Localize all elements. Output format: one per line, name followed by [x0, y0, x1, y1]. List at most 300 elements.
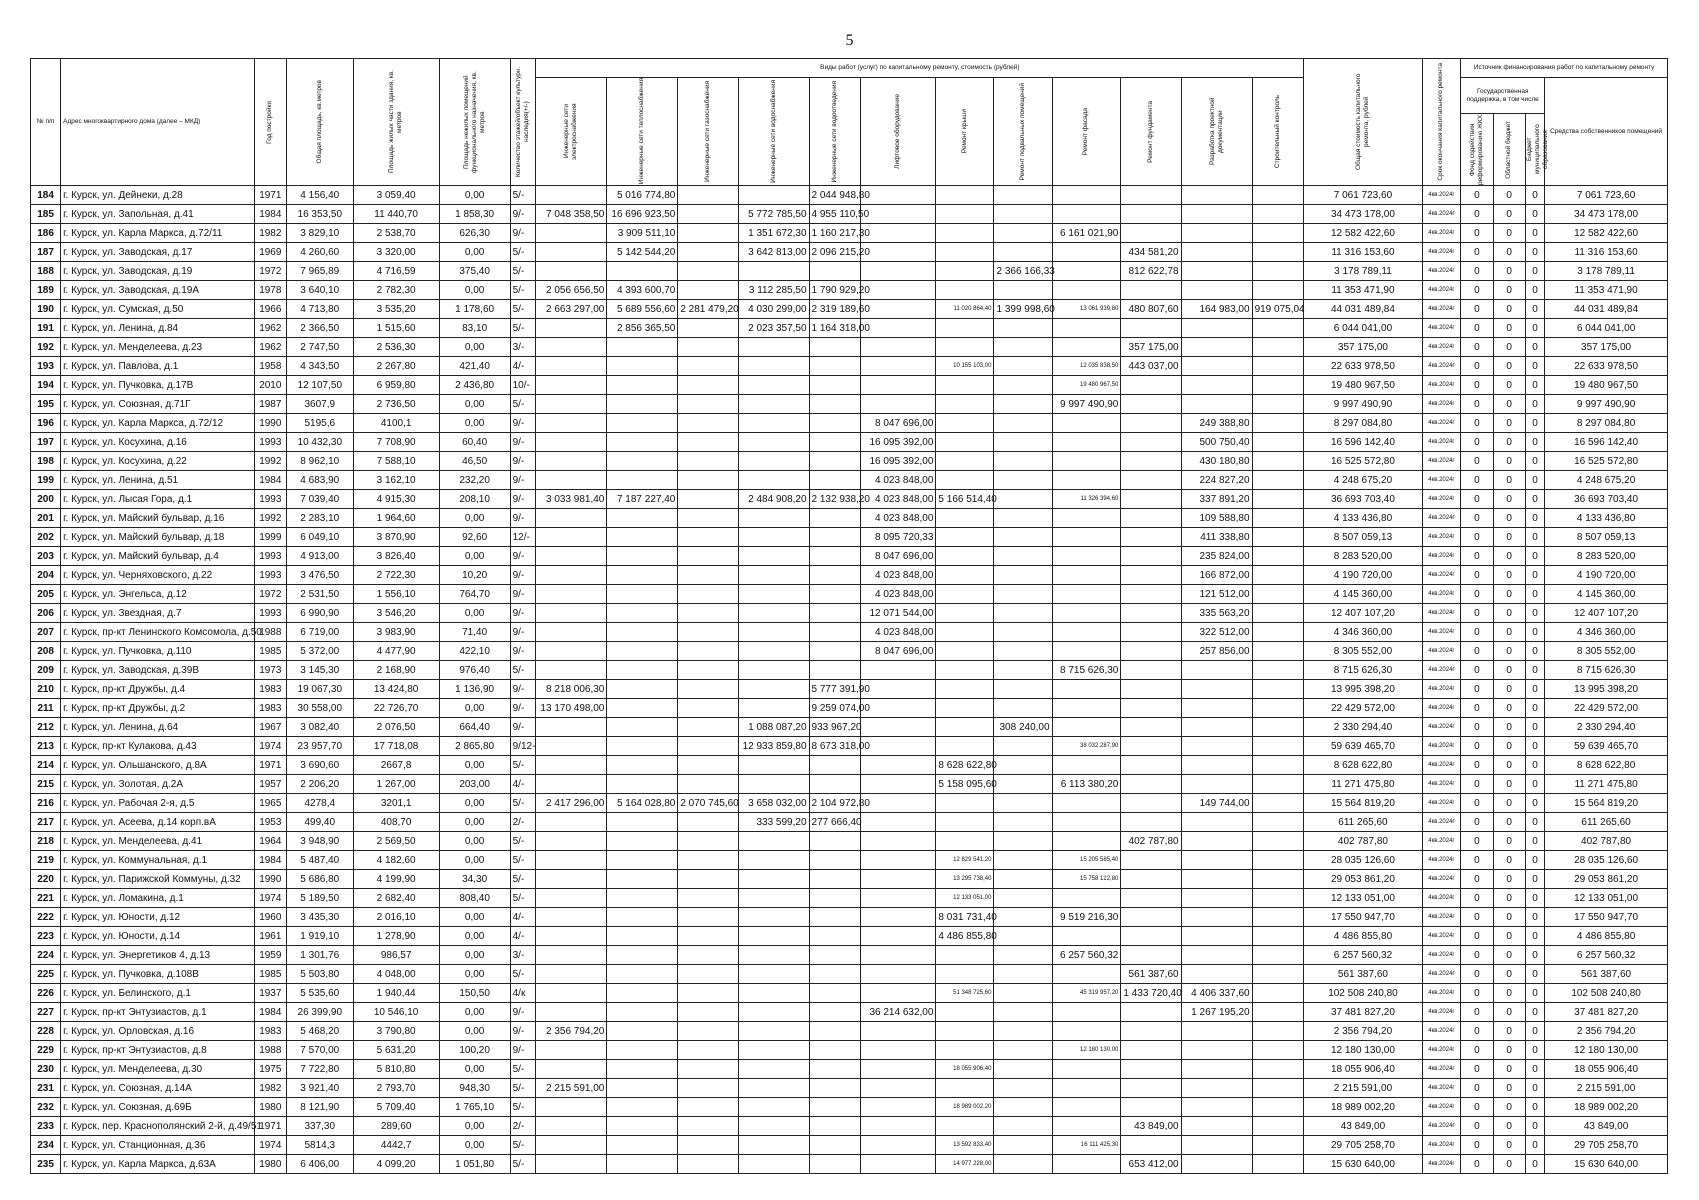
- row-work-cost: 249 388,80: [1181, 414, 1252, 433]
- row-work-cost: [1052, 756, 1121, 775]
- row-municipal: 0: [1525, 889, 1544, 908]
- row-floors: 9/-: [510, 566, 536, 585]
- row-municipal: 0: [1525, 300, 1544, 319]
- row-work-cost: [936, 718, 994, 737]
- row-work-cost: 13 592 833,40: [936, 1136, 994, 1155]
- row-work-cost: [1121, 376, 1181, 395]
- row-living-area: 3 535,20: [353, 300, 439, 319]
- row-total-cost: 12 133 051,00: [1304, 889, 1422, 908]
- table-row: [31, 965, 1668, 984]
- row-year: 1971: [254, 756, 286, 775]
- row-work-cost: [861, 338, 936, 357]
- row-nonres-area: 203,00: [439, 775, 510, 794]
- row-work-cost: [994, 1155, 1052, 1174]
- row-work-cost: [1252, 680, 1304, 699]
- row-year: 1982: [254, 1079, 286, 1098]
- repair-table-container: [30, 58, 1668, 1174]
- row-owners: 8 507 059,13: [1545, 528, 1668, 547]
- row-total-area: 2 747,50: [286, 338, 353, 357]
- table-row: [31, 395, 1668, 414]
- row-total-area: 16 353,50: [286, 205, 353, 224]
- row-living-area: 2 076,50: [353, 718, 439, 737]
- row-work-cost: 2 417 296,00: [536, 794, 607, 813]
- row-work-cost: [738, 1079, 809, 1098]
- row-total-cost: 12 582 422,60: [1304, 224, 1422, 243]
- row-total-area: 5 189,50: [286, 889, 353, 908]
- row-work-cost: [1121, 395, 1181, 414]
- row-deadline: 4кв.2024г: [1422, 395, 1461, 414]
- row-year: 1965: [254, 794, 286, 813]
- row-work-cost: [861, 1155, 936, 1174]
- row-work-cost: [536, 832, 607, 851]
- row-living-area: 3 983,90: [353, 623, 439, 642]
- row-living-area: 3 546,20: [353, 604, 439, 623]
- row-work-cost: [678, 680, 738, 699]
- row-work-cost: [678, 509, 738, 528]
- row-work-cost: [678, 414, 738, 433]
- row-work-cost: [1181, 376, 1252, 395]
- header-state-support: Государственная поддержка, в том числе: [1461, 78, 1545, 114]
- row-work-cost: [1252, 851, 1304, 870]
- row-work-cost: [1181, 338, 1252, 357]
- row-fund: 0: [1461, 566, 1493, 585]
- row-work-cost: [861, 1117, 936, 1136]
- row-work-cost: [607, 585, 678, 604]
- row-year: 1993: [254, 433, 286, 452]
- row-work-cost: [738, 680, 809, 699]
- row-floors: 9/-: [510, 452, 536, 471]
- row-year: 1971: [254, 186, 286, 205]
- row-work-cost: [936, 794, 994, 813]
- row-work-cost: [1121, 889, 1181, 908]
- row-work-cost: 919 075,04: [1252, 300, 1304, 319]
- row-deadline: 4кв.2024г: [1422, 965, 1461, 984]
- row-work-cost: [1252, 1003, 1304, 1022]
- row-work-cost: [1052, 338, 1121, 357]
- row-total-cost: 15 564 819,20: [1304, 794, 1422, 813]
- row-nonres-area: 0,00: [439, 338, 510, 357]
- row-address: г. Курск, ул. Карла Маркса, д.72/11: [61, 224, 255, 243]
- row-work-cost: [536, 509, 607, 528]
- row-living-area: 1 940,44: [353, 984, 439, 1003]
- row-work-cost: 357 175,00: [1121, 338, 1181, 357]
- row-work-cost: [994, 357, 1052, 376]
- row-regional: 0: [1493, 1155, 1525, 1174]
- row-floors: 3/-: [510, 338, 536, 357]
- row-work-cost: 4 023 848,00: [861, 490, 936, 509]
- row-total-area: 6 719,00: [286, 623, 353, 642]
- row-work-cost: [809, 395, 861, 414]
- row-work-cost: [1052, 414, 1121, 433]
- row-work-cost: [678, 661, 738, 680]
- row-regional: 0: [1493, 186, 1525, 205]
- row-work-cost: [536, 376, 607, 395]
- row-number: 187: [31, 243, 61, 262]
- row-work-cost: 9 259 074,00: [809, 699, 861, 718]
- row-work-cost: 38 032 287,90: [1052, 737, 1121, 756]
- row-year: 1971: [254, 1117, 286, 1136]
- row-work-cost: [1121, 509, 1181, 528]
- row-deadline: 4кв.2024г: [1422, 623, 1461, 642]
- row-work-cost: [1181, 965, 1252, 984]
- row-number: 195: [31, 395, 61, 414]
- row-work-cost: [809, 832, 861, 851]
- table-row: [31, 1098, 1668, 1117]
- row-work-cost: [1252, 1041, 1304, 1060]
- row-work-cost: [1181, 281, 1252, 300]
- row-regional: 0: [1493, 433, 1525, 452]
- row-work-cost: [738, 471, 809, 490]
- row-work-cost: [1052, 1060, 1121, 1079]
- row-work-cost: [809, 775, 861, 794]
- row-work-cost: 4 023 848,00: [861, 509, 936, 528]
- row-work-cost: 5 142 544,20: [607, 243, 678, 262]
- row-work-cost: [607, 927, 678, 946]
- row-work-cost: 8 047 696,00: [861, 414, 936, 433]
- row-year: 1964: [254, 832, 286, 851]
- row-living-area: 986,57: [353, 946, 439, 965]
- row-work-cost: 933 967,20: [809, 718, 861, 737]
- row-total-area: 4 913,00: [286, 547, 353, 566]
- table-row: [31, 1136, 1668, 1155]
- row-work-cost: [738, 927, 809, 946]
- row-work-cost: [738, 642, 809, 661]
- row-work-cost: [536, 1098, 607, 1117]
- row-work-cost: [1121, 946, 1181, 965]
- row-number: 230: [31, 1060, 61, 1079]
- row-number: 203: [31, 547, 61, 566]
- row-work-cost: 166 872,00: [1181, 566, 1252, 585]
- row-year: 1984: [254, 205, 286, 224]
- row-work-cost: [1052, 1098, 1121, 1117]
- row-work-cost: [936, 376, 994, 395]
- row-work-cost: [994, 623, 1052, 642]
- row-number: 190: [31, 300, 61, 319]
- row-regional: 0: [1493, 832, 1525, 851]
- row-work-cost: 1 160 217,30: [809, 224, 861, 243]
- row-municipal: 0: [1525, 965, 1544, 984]
- row-living-area: 10 546,10: [353, 1003, 439, 1022]
- row-number: 192: [31, 338, 61, 357]
- row-fund: 0: [1461, 699, 1493, 718]
- table-row: [31, 718, 1668, 737]
- row-work-cost: [809, 1079, 861, 1098]
- table-row: [31, 737, 1668, 756]
- row-work-cost: 2 484 908,20: [738, 490, 809, 509]
- row-total-cost: 357 175,00: [1304, 338, 1422, 357]
- repair-table: [30, 58, 1668, 1174]
- row-work-cost: [678, 224, 738, 243]
- row-living-area: 408,70: [353, 813, 439, 832]
- row-work-cost: [936, 965, 994, 984]
- row-work-cost: [738, 528, 809, 547]
- row-owners: 12 582 422,60: [1545, 224, 1668, 243]
- row-number: 191: [31, 319, 61, 338]
- row-floors: 4/-: [510, 908, 536, 927]
- row-total-area: 4 260,60: [286, 243, 353, 262]
- row-nonres-area: 208,10: [439, 490, 510, 509]
- row-address: г. Курск, ул. Майский бульвар, д.16: [61, 509, 255, 528]
- row-owners: 102 508 240,80: [1545, 984, 1668, 1003]
- row-total-cost: 4 145 360,00: [1304, 585, 1422, 604]
- row-work-cost: [678, 1079, 738, 1098]
- row-deadline: 4кв.2024г: [1422, 319, 1461, 338]
- table-row: [31, 338, 1668, 357]
- row-work-cost: [536, 813, 607, 832]
- row-nonres-area: 664,40: [439, 718, 510, 737]
- row-total-area: 5 686,80: [286, 870, 353, 889]
- row-number: 196: [31, 414, 61, 433]
- header-fin-group: Источник финансирования работ по капитальному ремонту: [1461, 59, 1668, 78]
- row-work-cost: [994, 566, 1052, 585]
- row-work-cost: [536, 1060, 607, 1079]
- row-work-cost: 2 056 656,50: [536, 281, 607, 300]
- row-address: г. Курск, ул. Союзная, д.14А: [61, 1079, 255, 1098]
- row-work-cost: [809, 1022, 861, 1041]
- row-floors: 5/-: [510, 1060, 536, 1079]
- row-living-area: 3 790,80: [353, 1022, 439, 1041]
- row-total-area: 4 343,50: [286, 357, 353, 376]
- row-address: г. Курск, ул. Энергетиков 4, д.13: [61, 946, 255, 965]
- page-number: 5: [845, 32, 854, 49]
- row-work-cost: [861, 775, 936, 794]
- row-work-cost: 1 399 998,60: [994, 300, 1052, 319]
- row-work-cost: [1121, 604, 1181, 623]
- row-work-cost: [994, 414, 1052, 433]
- row-address: г. Курск, ул. Лысая Гора, д.1: [61, 490, 255, 509]
- row-living-area: 2 536,30: [353, 338, 439, 357]
- row-work-cost: [994, 813, 1052, 832]
- row-total-area: 4 156,40: [286, 186, 353, 205]
- row-regional: 0: [1493, 642, 1525, 661]
- row-work-cost: 5 016 774,80: [607, 186, 678, 205]
- row-owners: 2 330 294,40: [1545, 718, 1668, 737]
- row-fund: 0: [1461, 775, 1493, 794]
- row-fund: 0: [1461, 224, 1493, 243]
- row-work-cost: [994, 680, 1052, 699]
- row-work-cost: [536, 452, 607, 471]
- row-work-cost: [607, 965, 678, 984]
- row-year: 1962: [254, 319, 286, 338]
- table-row: [31, 794, 1668, 813]
- row-work-cost: [738, 832, 809, 851]
- row-work-cost: [861, 1041, 936, 1060]
- row-regional: 0: [1493, 908, 1525, 927]
- row-regional: 0: [1493, 813, 1525, 832]
- row-work-cost: 18 055 906,40: [936, 1060, 994, 1079]
- row-number: 225: [31, 965, 61, 984]
- row-work-cost: 12 035 838,50: [1052, 357, 1121, 376]
- row-fund: 0: [1461, 604, 1493, 623]
- row-work-cost: [936, 205, 994, 224]
- row-number: 232: [31, 1098, 61, 1117]
- table-row: [31, 1079, 1668, 1098]
- row-deadline: 4кв.2024г: [1422, 851, 1461, 870]
- row-work-cost: [607, 946, 678, 965]
- row-municipal: 0: [1525, 794, 1544, 813]
- row-deadline: 4кв.2024г: [1422, 585, 1461, 604]
- row-address: г. Курск, ул. Менделеева, д.30: [61, 1060, 255, 1079]
- row-nonres-area: 0,00: [439, 1060, 510, 1079]
- row-owners: 43 849,00: [1545, 1117, 1668, 1136]
- table-row: [31, 452, 1668, 471]
- row-municipal: 0: [1525, 1041, 1544, 1060]
- row-work-cost: [809, 1060, 861, 1079]
- row-work-cost: [994, 794, 1052, 813]
- row-work-cost: 15 205 585,40: [1052, 851, 1121, 870]
- row-work-cost: 2 281 479,20: [678, 300, 738, 319]
- row-regional: 0: [1493, 471, 1525, 490]
- row-work-cost: [536, 946, 607, 965]
- row-work-cost: [809, 870, 861, 889]
- row-municipal: 0: [1525, 1003, 1544, 1022]
- row-work-cost: [861, 832, 936, 851]
- row-work-cost: [1252, 186, 1304, 205]
- row-work-cost: [1052, 813, 1121, 832]
- row-fund: 0: [1461, 433, 1493, 452]
- row-work-cost: [994, 851, 1052, 870]
- row-work-cost: 7 187 227,40: [607, 490, 678, 509]
- row-work-cost: [809, 357, 861, 376]
- row-owners: 4 346 360,00: [1545, 623, 1668, 642]
- row-nonres-area: 0,00: [439, 1117, 510, 1136]
- row-work-cost: 2 856 365,50: [607, 319, 678, 338]
- table-row: [31, 908, 1668, 927]
- row-total-cost: 16 525 572,80: [1304, 452, 1422, 471]
- row-work-cost: [536, 889, 607, 908]
- row-living-area: 4442,7: [353, 1136, 439, 1155]
- row-work-cost: [861, 756, 936, 775]
- row-owners: 7 061 723,60: [1545, 186, 1668, 205]
- row-nonres-area: 92,60: [439, 528, 510, 547]
- row-living-area: 2 722,30: [353, 566, 439, 585]
- row-total-area: 3 948,90: [286, 832, 353, 851]
- row-work-cost: [1121, 1098, 1181, 1117]
- header-w-heat: Инженерные сети теплоснабжения: [607, 78, 678, 186]
- row-regional: 0: [1493, 205, 1525, 224]
- row-deadline: 4кв.2024г: [1422, 281, 1461, 300]
- row-work-cost: [994, 908, 1052, 927]
- row-work-cost: [1121, 908, 1181, 927]
- row-work-cost: [1121, 585, 1181, 604]
- row-municipal: 0: [1525, 813, 1544, 832]
- row-number: 226: [31, 984, 61, 1003]
- row-work-cost: [1052, 1155, 1121, 1174]
- row-nonres-area: 60,40: [439, 433, 510, 452]
- row-work-cost: 561 387,60: [1121, 965, 1181, 984]
- row-work-cost: [607, 908, 678, 927]
- row-work-cost: 1 433 720,40: [1121, 984, 1181, 1003]
- row-work-cost: [1121, 775, 1181, 794]
- row-work-cost: [861, 680, 936, 699]
- header-address: Адрес многоквартирного дома (далее – МКД): [61, 59, 255, 186]
- row-work-cost: [936, 338, 994, 357]
- row-year: 1973: [254, 661, 286, 680]
- row-year: 1988: [254, 1041, 286, 1060]
- row-work-cost: [678, 1041, 738, 1060]
- row-work-cost: [809, 756, 861, 775]
- row-number: 220: [31, 870, 61, 889]
- row-work-cost: [678, 547, 738, 566]
- row-deadline: 4кв.2024г: [1422, 984, 1461, 1003]
- row-work-cost: 333 599,20: [738, 813, 809, 832]
- row-address: г. Курск, ул. Белинского, д.1: [61, 984, 255, 1003]
- row-work-cost: [861, 1022, 936, 1041]
- row-year: 1958: [254, 357, 286, 376]
- row-work-cost: 11 020 864,40: [936, 300, 994, 319]
- row-number: 189: [31, 281, 61, 300]
- row-work-cost: [536, 718, 607, 737]
- row-total-area: 5 503,80: [286, 965, 353, 984]
- row-floors: 3/-: [510, 946, 536, 965]
- row-owners: 12 133 051,00: [1545, 889, 1668, 908]
- row-work-cost: [1121, 1003, 1181, 1022]
- row-work-cost: [936, 186, 994, 205]
- row-regional: 0: [1493, 794, 1525, 813]
- row-year: 2010: [254, 376, 286, 395]
- row-work-cost: 443 037,00: [1121, 357, 1181, 376]
- row-work-cost: [678, 585, 738, 604]
- row-total-area: 6 990,90: [286, 604, 353, 623]
- row-work-cost: [994, 1136, 1052, 1155]
- row-living-area: 3 320,00: [353, 243, 439, 262]
- row-floors: 9/-: [510, 1022, 536, 1041]
- row-municipal: 0: [1525, 471, 1544, 490]
- row-living-area: 4 182,60: [353, 851, 439, 870]
- row-work-cost: [536, 547, 607, 566]
- row-year: 1962: [254, 338, 286, 357]
- row-owners: 11 353 471,90: [1545, 281, 1668, 300]
- row-municipal: 0: [1525, 319, 1544, 338]
- row-nonres-area: 0,00: [439, 946, 510, 965]
- row-work-cost: [861, 908, 936, 927]
- row-address: г. Курск, ул. Черняховского, д.22: [61, 566, 255, 585]
- row-work-cost: [1181, 262, 1252, 281]
- row-work-cost: [1121, 281, 1181, 300]
- row-address: г. Курск, ул. Пучковка, д.110: [61, 642, 255, 661]
- row-municipal: 0: [1525, 395, 1544, 414]
- row-address: г. Курск, пр-кт Энтузиастов, д.1: [61, 1003, 255, 1022]
- row-work-cost: [1181, 1060, 1252, 1079]
- table-header: [31, 59, 1668, 186]
- row-owners: 18 989 002,20: [1545, 1098, 1668, 1117]
- row-address: г. Курск, пер. Краснополянский 2-й, д.49/51: [61, 1117, 255, 1136]
- row-work-cost: [607, 642, 678, 661]
- row-address: г. Курск, ул. Ленина, д.51: [61, 471, 255, 490]
- row-number: 208: [31, 642, 61, 661]
- row-deadline: 4кв.2024г: [1422, 927, 1461, 946]
- row-work-cost: 224 827,20: [1181, 471, 1252, 490]
- table-row: [31, 832, 1668, 851]
- row-work-cost: 337 891,20: [1181, 490, 1252, 509]
- row-owners: 2 215 591,00: [1545, 1079, 1668, 1098]
- row-owners: 19 480 967,50: [1545, 376, 1668, 395]
- row-work-cost: [607, 528, 678, 547]
- row-owners: 8 297 084,80: [1545, 414, 1668, 433]
- row-regional: 0: [1493, 395, 1525, 414]
- header-num: № п/п: [31, 59, 61, 186]
- row-work-cost: [936, 547, 994, 566]
- table-row: [31, 813, 1668, 832]
- row-owners: 44 031 489,84: [1545, 300, 1668, 319]
- row-total-area: 1 301,76: [286, 946, 353, 965]
- row-work-cost: [994, 927, 1052, 946]
- row-owners: 6 257 560,32: [1545, 946, 1668, 965]
- row-deadline: 4кв.2024г: [1422, 699, 1461, 718]
- row-work-cost: [738, 433, 809, 452]
- row-regional: 0: [1493, 357, 1525, 376]
- row-work-cost: [936, 604, 994, 623]
